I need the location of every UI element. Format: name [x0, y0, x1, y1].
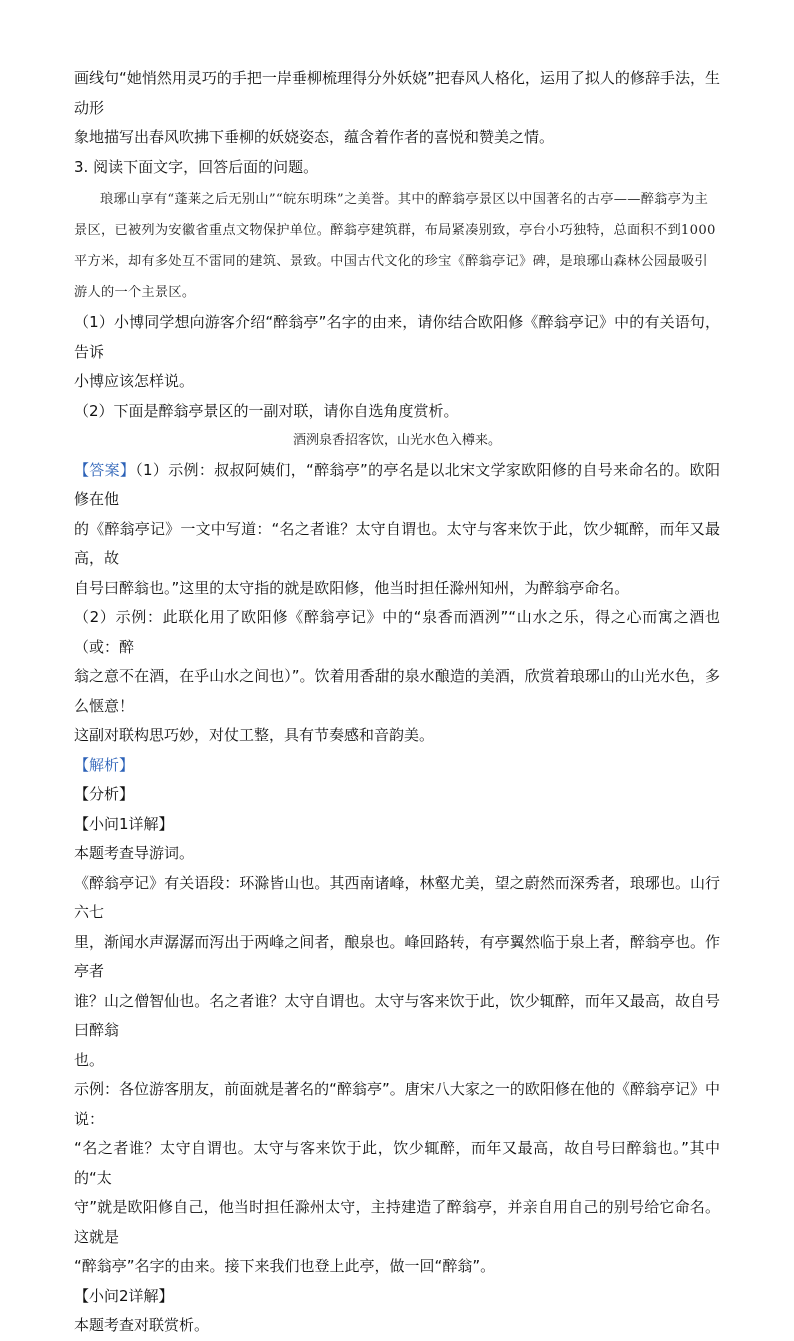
- intro-line-1: 画线句“她悄然用灵巧的手把一岸垂柳梳理得分外妖娆”把春风人格化，运用了拟人的修辞手法，生动形: [74, 69, 720, 117]
- question-title: 3. 阅读下面文字，回答后面的问题。: [74, 157, 319, 176]
- analysis-fenxi: 【分析】: [74, 785, 135, 803]
- q1-text-line-1: 《醉翁亭记》有关语段：环滁皆山也。其西南诸峰，林壑尤美，望之蔚然而深秀者，琅琊也。山行六七: [74, 873, 720, 921]
- answer-1-line-1: （1）示例：叔叔阿姨们，“醉翁亭”的亭名是以北宋文学家欧阳修的自号来命名的。欧阳修在他: [74, 460, 720, 508]
- q1-example-line-4: “醉翁亭”名字的由来。接下来我们也登上此亭，做一回“醉翁”。: [74, 1257, 496, 1275]
- sub-question-1-detail-title: 【小问1详解】: [74, 814, 174, 833]
- sub-question-2: （2）下面是醉翁亭景区的一副对联，请你自选角度赏析。: [74, 401, 459, 420]
- answer-line-1: [74, 456, 720, 515]
- sub-question-1-line-1: （1）小博同学想向游客介绍“醉翁亭”名字的由来，请你结合欧阳修《醉翁亭记》中的有关语句，告诉: [74, 313, 720, 361]
- q1-text-line-3: 谁？山之僧智仙也。名之者谁？太守自谓也。太守与客来饮于此，饮少辄醉，而年又最高，故自号曰醉翁: [74, 991, 720, 1039]
- sub-question-1-point: 本题考查导游词。: [74, 844, 195, 862]
- q1-text-line-2: 里，渐闻水声潺潺而泻出于两峰之间者，酿泉也。峰回路转，有亭翼然临于泉上者，醉翁亭也。作亭者: [74, 932, 720, 980]
- answer-2-line-1: （2）示例：此联化用了欧阳修《醉翁亭记》中的“泉香而酒洌”“山水之乐，得之心而寓之酒也（或：醉: [74, 608, 720, 656]
- intro-line-2: 象地描写出春风吹拂下垂柳的妖娆姿态，蕴含着作者的喜悦和赞美之情。: [74, 128, 555, 146]
- sub-question-1-line-2: 小博应该怎样说。: [74, 372, 195, 390]
- analysis-tag: 【解析】: [74, 755, 135, 774]
- couplet: 酒洌泉香招客饮，山光水色入樽来。: [292, 433, 501, 448]
- answer-tag: 【答案】: [74, 460, 136, 479]
- answer-1-line-3: 自号曰醉翁也。”这里的太守指的就是欧阳修，他当时担任滁州知州，为醉翁亭命名。: [74, 578, 630, 597]
- reading-passage: 琅琊山享有“蓬莱之后无别山”“皖东明珠”之美誉。其中的醉翁亭景区以中国著名的古亭——醉翁亭为主景区，已被列为安徽省重点文物保护单位。醉翁亭建筑群，布局紧凑别致，亭台小巧独特，总面积不到1000平方米，却有多处互不雷同的建筑、景致。中国古代文化的珍宝《醉翁亭记》碑，是琅琊山森林公园最吸引游人的一个主景区。: [74, 192, 716, 300]
- answer-2-line-2: 翁之意不在酒，在乎山水之间也）”。饮着用香甜的泉水酿造的美酒，欣赏着琅琊山的山光水色，多么惬意！: [74, 667, 720, 715]
- q1-example-line-1: 示例：各位游客朋友，前面就是著名的“醉翁亭”。唐宋八大家之一的欧阳修在他的《醉翁亭记》中说：: [74, 1080, 720, 1128]
- answer-1-line-2: 的《醉翁亭记》一文中写道：“名之者谁？太守自谓也。太守与客来饮于此，饮少辄醉，而年又最高，故: [74, 519, 720, 567]
- answer-2-line-3: 这副对联构思巧妙，对仗工整，具有节奏感和音韵美。: [74, 726, 435, 744]
- sub-question-2-point: 本题考查对联赏析。: [74, 1316, 210, 1334]
- q1-example-line-3: 守”就是欧阳修自己，他当时担任滁州太守，主持建造了醉翁亭，并亲自用自己的别号给它命名。这就是: [74, 1198, 720, 1246]
- q1-example-line-2: “名之者谁？太守自谓也。太守与客来饮于此，饮少辄醉，而年又最高，故自号曰醉翁也。”其中的“太: [74, 1139, 720, 1187]
- sub-question-2-detail-title: 【小问2详解】: [74, 1286, 174, 1305]
- q1-text-line-4: 也。: [74, 1050, 105, 1069]
